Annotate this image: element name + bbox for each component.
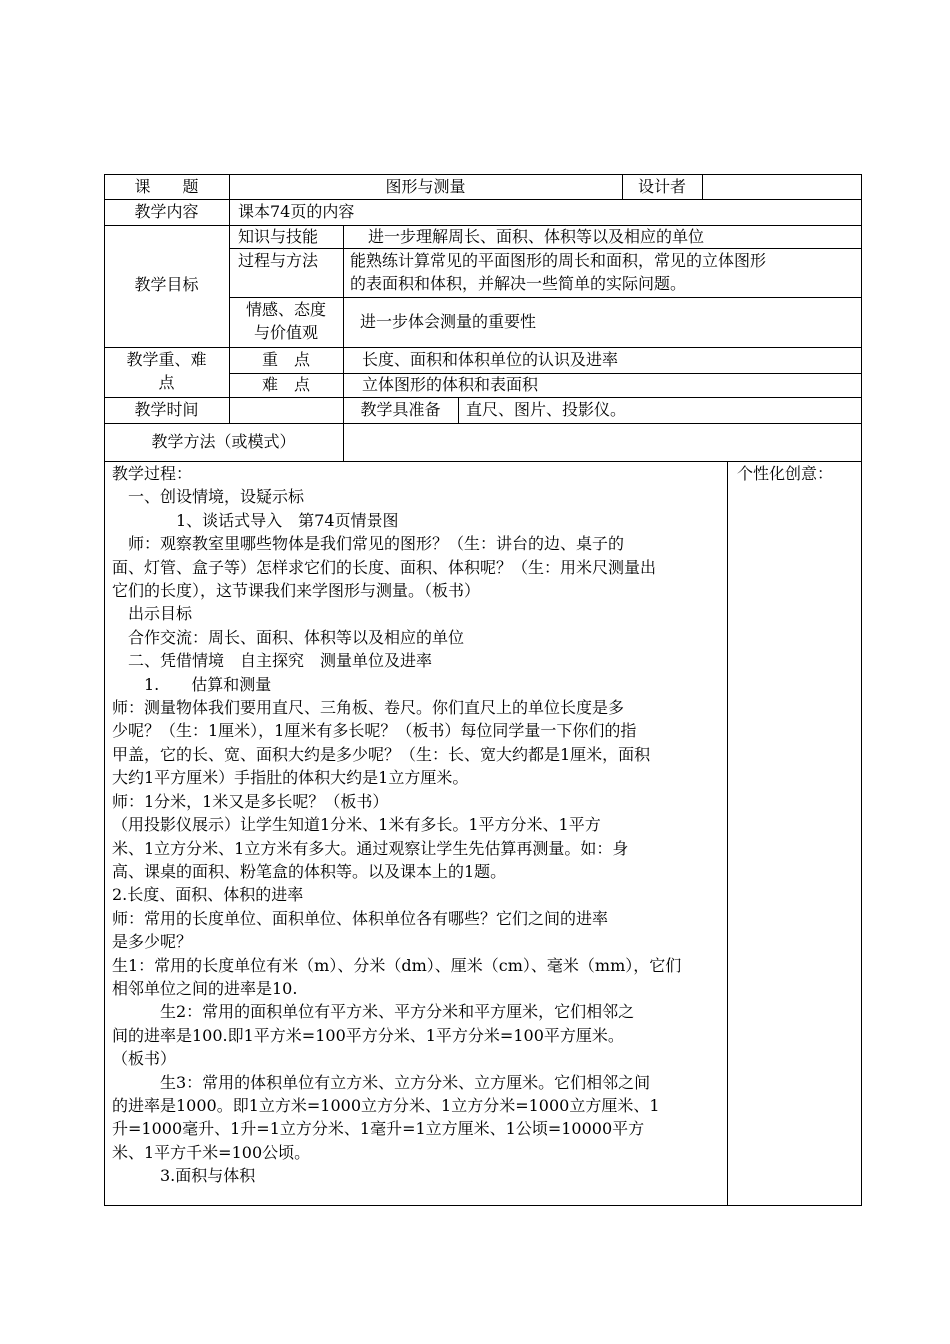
process-line: （用投影仪展示）让学生知道1分米、1米有多长。1平方分米、1平方 bbox=[112, 815, 601, 835]
emotion-value: 进一步体会测量的重要性 bbox=[360, 312, 537, 331]
process-line: 生1：常用的长度单位有米（m）、分米（dm）、厘米（cm）、毫米（mm），它们 bbox=[112, 955, 682, 975]
process-value-line2: 的表面积和体积，并解决一些简单的实际问题。 bbox=[350, 274, 687, 293]
process-line: 1. 估算和测量 bbox=[112, 674, 272, 694]
knowledge-label: 知识与技能 bbox=[238, 227, 319, 246]
process-line: 师：1分米，1米又是多长呢？（板书） bbox=[112, 791, 389, 811]
process-line: 3.面积与体积 bbox=[112, 1166, 256, 1186]
tools-value: 直尺、图片、投影仪。 bbox=[466, 400, 627, 419]
process-line: （板书） bbox=[112, 1049, 177, 1069]
process-line: 出示目标 bbox=[112, 604, 193, 624]
process-line: 是多少呢？ bbox=[112, 932, 193, 952]
process-line: 高、课桌的面积、粉笔盒的体积等。以及课本上的1题。 bbox=[112, 861, 507, 881]
process-line: 它们的长度），这节课我们来学图形与测量。（板书） bbox=[112, 581, 481, 601]
process-line: 2.长度、面积、体积的进率 bbox=[112, 885, 304, 905]
method-label: 教学方法（或模式） bbox=[151, 432, 296, 451]
process-line: 师：常用的长度单位、面积单位、体积单位各有哪些？它们之间的进率 bbox=[112, 908, 609, 928]
tools-label: 教学具准备 bbox=[360, 400, 441, 419]
focus-value: 长度、面积和体积单位的认识及进率 bbox=[362, 350, 619, 369]
process-line: 升=1000毫升、1升=1立方分米、1毫升=1立方厘米、1公顷=10000平方 bbox=[112, 1119, 645, 1139]
table-border-bottom bbox=[104, 1205, 862, 1206]
process-line: 大约1平方厘米）手指肚的体积大约是1立方厘米。 bbox=[112, 768, 469, 788]
process-line: 合作交流：周长、面积、体积等以及相应的单位 bbox=[112, 627, 465, 647]
process-line: 面、灯管、盒子等）怎样求它们的长度、面积、体积呢？（生：用米尺测量出 bbox=[112, 557, 657, 577]
knowledge-value: 进一步理解周长、面积、体积等以及相应的单位 bbox=[368, 227, 705, 246]
process-line: 米、1立方分米、1立方米有多大。通过观察让学生先估算再测量。如：身 bbox=[112, 838, 629, 858]
process-line: 一、创设情境，设疑示标 bbox=[112, 487, 305, 507]
difficulty-value: 立体图形的体积和表面积 bbox=[362, 375, 539, 394]
process-value-line1: 能熟练计算常见的平面图形的周长和面积，常见的立体图形 bbox=[350, 251, 767, 270]
key-points-label-line2: 点 bbox=[158, 373, 175, 392]
teaching-process-text bbox=[112, 462, 724, 1188]
process-line: 相邻单位之间的进率是10. bbox=[112, 978, 298, 998]
process-line: 生3：常用的体积单位有立方米、立方分米、立方厘米。它们相邻之间 bbox=[112, 1072, 651, 1092]
process-line: 甲盖，它的长、宽、面积大约是多少呢？（生：长、宽大约都是1厘米，面积 bbox=[112, 744, 651, 764]
time-label: 教学时间 bbox=[134, 400, 199, 419]
difficulty-label: 难 点 bbox=[261, 375, 310, 394]
emotion-label-line1: 情感、态度 bbox=[245, 300, 326, 319]
focus-label: 重 点 bbox=[261, 350, 310, 369]
process-line: 教学过程： bbox=[112, 464, 193, 483]
table-border-top bbox=[104, 174, 862, 175]
content-label: 教学内容 bbox=[134, 202, 199, 221]
table-border-left bbox=[104, 174, 105, 1206]
process-line: 的进率是1000。即1立方米=1000立方分米、1立方分米=1000立方厘米、1 bbox=[112, 1095, 660, 1115]
key-points-label-line1: 教学重、难 bbox=[126, 350, 207, 369]
process-line: 米、1平方千米=100公顷。 bbox=[112, 1142, 311, 1162]
process-line: 生2：常用的面积单位有平方米、平方分米和平方厘米，它们相邻之 bbox=[112, 1002, 635, 1022]
process-line: 1、谈话式导入 第74页情景图 bbox=[112, 510, 399, 530]
table-border-right bbox=[861, 174, 862, 1206]
process-line: 师：测量物体我们要用直尺、三角板、卷尺。你们直尺上的单位长度是多 bbox=[112, 698, 625, 718]
designer-label: 设计者 bbox=[637, 177, 686, 196]
topic-value: 图形与测量 bbox=[385, 177, 466, 196]
process-line: 少呢？（生：1厘米），1厘米有多长呢？（板书）每位同学量一下你们的指 bbox=[112, 721, 637, 741]
process-line: 师：观察教室里哪些物体是我们常见的图形？（生：讲台的边、桌子的 bbox=[112, 534, 625, 554]
creative-idea-label: 个性化创意： bbox=[737, 464, 834, 483]
objectives-label: 教学目标 bbox=[134, 275, 199, 294]
process-line: 二、凭借情境 自主探究 测量单位及进率 bbox=[112, 651, 433, 671]
content-value: 课本74页的内容 bbox=[238, 202, 355, 221]
process-line: 间的进率是100.即1平方米=100平方分米、1平方分米=100平方厘米。 bbox=[112, 1025, 624, 1045]
topic-label: 课 题 bbox=[134, 177, 199, 196]
emotion-label-line2: 与价值观 bbox=[253, 323, 318, 342]
process-label: 过程与方法 bbox=[238, 251, 319, 270]
